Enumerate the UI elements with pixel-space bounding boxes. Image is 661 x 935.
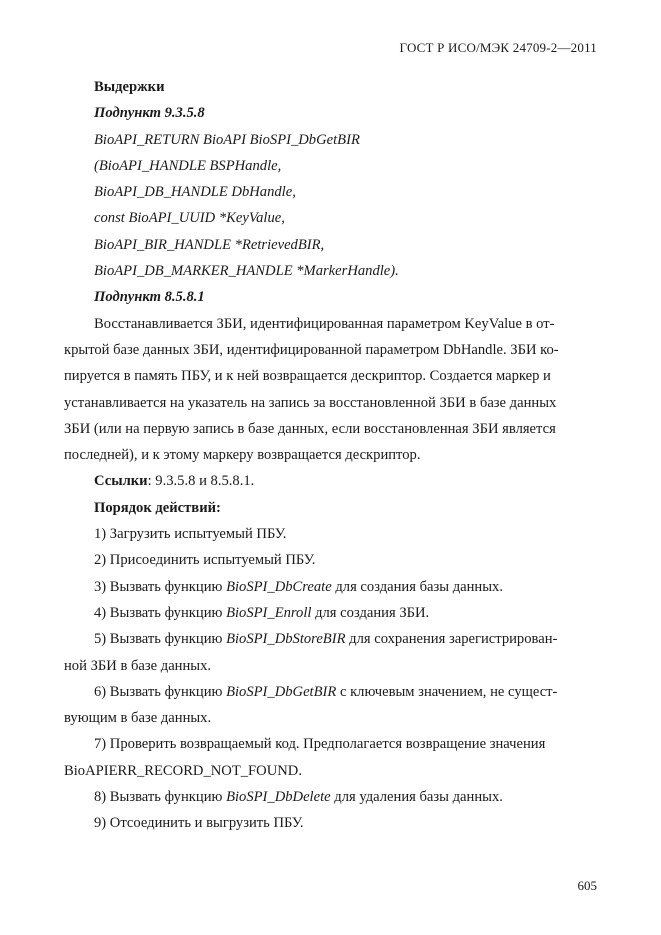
document-body bbox=[64, 74, 598, 837]
function-name: BioSPI_DbDelete bbox=[226, 789, 331, 806]
procedure-step bbox=[94, 679, 598, 705]
step-text: 4) Вызвать функцию bbox=[94, 604, 227, 621]
function-name: BioSPI_DbCreate bbox=[226, 578, 332, 595]
subclause-heading-2: Подпункт 8.5.8.1 bbox=[94, 289, 205, 306]
references-label: Ссылки bbox=[94, 473, 148, 490]
procedure-step: 9) Отсоединить и выгрузить ПБУ. bbox=[94, 815, 304, 832]
code-line: BioAPI_DB_MARKER_HANDLE *MarkerHandle). bbox=[94, 263, 399, 280]
procedure-step: 7) Проверить возвращаемый код. Предполагается возвращение значения bbox=[94, 736, 546, 753]
description-line: последней), и к этому маркеру возвращается дескриптор. bbox=[64, 447, 421, 464]
step-text: для создания базы данных. bbox=[331, 578, 503, 595]
function-name: BioSPI_DbStoreBIR bbox=[226, 631, 346, 648]
step-text: для удаления базы данных. bbox=[330, 789, 503, 806]
subclause-heading-1: Подпункт 9.3.5.8 bbox=[94, 105, 205, 122]
step-text: 5) Вызвать функцию bbox=[94, 631, 227, 648]
procedure-step-continuation: вующим в базе данных. bbox=[64, 710, 212, 727]
references-line bbox=[94, 468, 598, 494]
procedure-step bbox=[94, 784, 598, 810]
procedure-step: 2) Присоединить испытуемый ПБУ. bbox=[94, 552, 316, 569]
document-header: ГОСТ Р ИСО/МЭК 24709-2—2011 bbox=[399, 40, 597, 55]
code-line: BioAPI_DB_HANDLE DbHandle, bbox=[94, 184, 296, 201]
references-value: : 9.3.5.8 и 8.5.8.1. bbox=[147, 473, 255, 490]
procedure-step-continuation: BioAPIERR_RECORD_NOT_FOUND. bbox=[64, 762, 302, 779]
procedure-step bbox=[94, 574, 598, 600]
description-paragraph bbox=[64, 311, 598, 469]
description-line: Восстанавливается ЗБИ, идентифицированная параметром KeyValue в от- bbox=[94, 315, 555, 332]
description-line: ЗБИ (или на первую запись в базе данных, если восстановленная ЗБИ является bbox=[64, 420, 556, 437]
step-text: для создания ЗБИ. bbox=[311, 604, 430, 621]
description-line: устанавливается на указатель на запись за восстановленной ЗБИ в базе данных bbox=[64, 394, 557, 411]
step-text: 6) Вызвать функцию bbox=[94, 683, 227, 700]
step-text: для сохранения зарегистрирован- bbox=[345, 631, 558, 648]
code-line: (BioAPI_HANDLE BSPHandle, bbox=[94, 157, 282, 174]
excerpts-heading: Выдержки bbox=[94, 79, 165, 95]
procedure-step: 1) Загрузить испытуемый ПБУ. bbox=[94, 526, 287, 543]
procedure-step bbox=[94, 600, 598, 626]
description-line: крытой базе данных ЗБИ, идентифицированной параметром DbHandle. ЗБИ ко- bbox=[64, 341, 559, 358]
function-name: BioSPI_DbGetBIR bbox=[226, 683, 337, 700]
step-text: 8) Вызвать функцию bbox=[94, 789, 227, 806]
function-name: BioSPI_Enroll bbox=[226, 604, 312, 621]
code-line: BioAPI_BIR_HANDLE *RetrievedBIR, bbox=[94, 236, 325, 253]
procedure-heading: Порядок действий: bbox=[94, 499, 221, 516]
step-text: с ключевым значением, не сущест- bbox=[336, 683, 558, 700]
description-line: пируется в память ПБУ, и к ней возвращается дескриптор. Создается маркер и bbox=[64, 368, 551, 385]
code-line: BioAPI_RETURN BioAPI BioSPI_DbGetBIR bbox=[94, 131, 360, 148]
step-text: 3) Вызвать функцию bbox=[94, 578, 227, 595]
procedure-step-continuation: ной ЗБИ в базе данных. bbox=[64, 657, 212, 674]
code-line: const BioAPI_UUID *KeyValue, bbox=[94, 210, 285, 227]
procedure-step bbox=[94, 626, 598, 652]
page-number: 605 bbox=[577, 878, 597, 893]
